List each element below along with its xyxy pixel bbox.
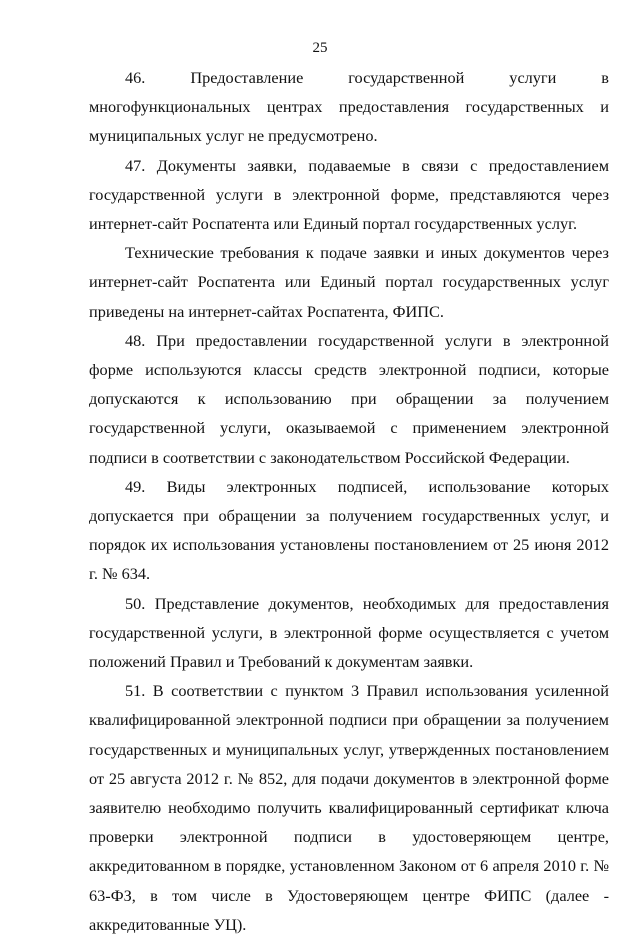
page-number: 25 xyxy=(312,40,328,56)
body-text xyxy=(89,63,609,939)
paragraph-technical-requirements: Технические требования к подаче заявки и иных документов через интернет-сайт Роспатента или Единый портал государственных услуг приведены на интернет-сайтах Роспатента, ФИПС. xyxy=(89,243,609,321)
paragraph-49: 49. Виды электронных подписей, использование которых допускается при обращении за получением государственных услуг, и порядок их использования установлены постановлением от 25 июня 2012 г. № 634. xyxy=(89,476,609,584)
paragraph-47: 47. Документы заявки, подаваемые в связи с предоставлением государственной услуги в электронной форме, представляются через интернет-сайт Роспатента или Единый портал государственных услуг. xyxy=(89,155,609,234)
paragraph-50: 50. Представление документов, необходимых для предоставления государственной услуги, в электронной форме осуществляется с учетом положений Правил и Требований к документам заявки. xyxy=(89,593,609,672)
paragraph-51: 51. В соответствии с пунктом 3 Правил использования усиленной квалифицированной электронной подписи при обращении за получением государственных и муниципальных услуг, утвержденных постановлением от 25 августа 2012 г. № 852, для подачи документов в электронной форме заявителю необходимо получить квалифицированный сертификат ключа проверки электронной подписи в удостоверяющем центре, аккредитованном в порядке, установленном Законом от 6 апреля 2010 г. № 63-ФЗ, в том числе в Удостоверяющем центре ФИПС (далее - аккредитованные УЦ). xyxy=(89,681,609,934)
paragraph-46: 46. Предоставление государственной услуги в многофункциональных центрах предоставления государственных и муниципальных услуг не предусмотрено. xyxy=(89,68,609,146)
paragraph-48: 48. При предоставлении государственной услуги в электронной форме используются классы средств электронной подписи, которые допускаются к использованию при обращении за получением государственной услуги, оказываемой с применением электронной подписи в соответствии с законодательством Российской Федерации. xyxy=(89,330,609,467)
